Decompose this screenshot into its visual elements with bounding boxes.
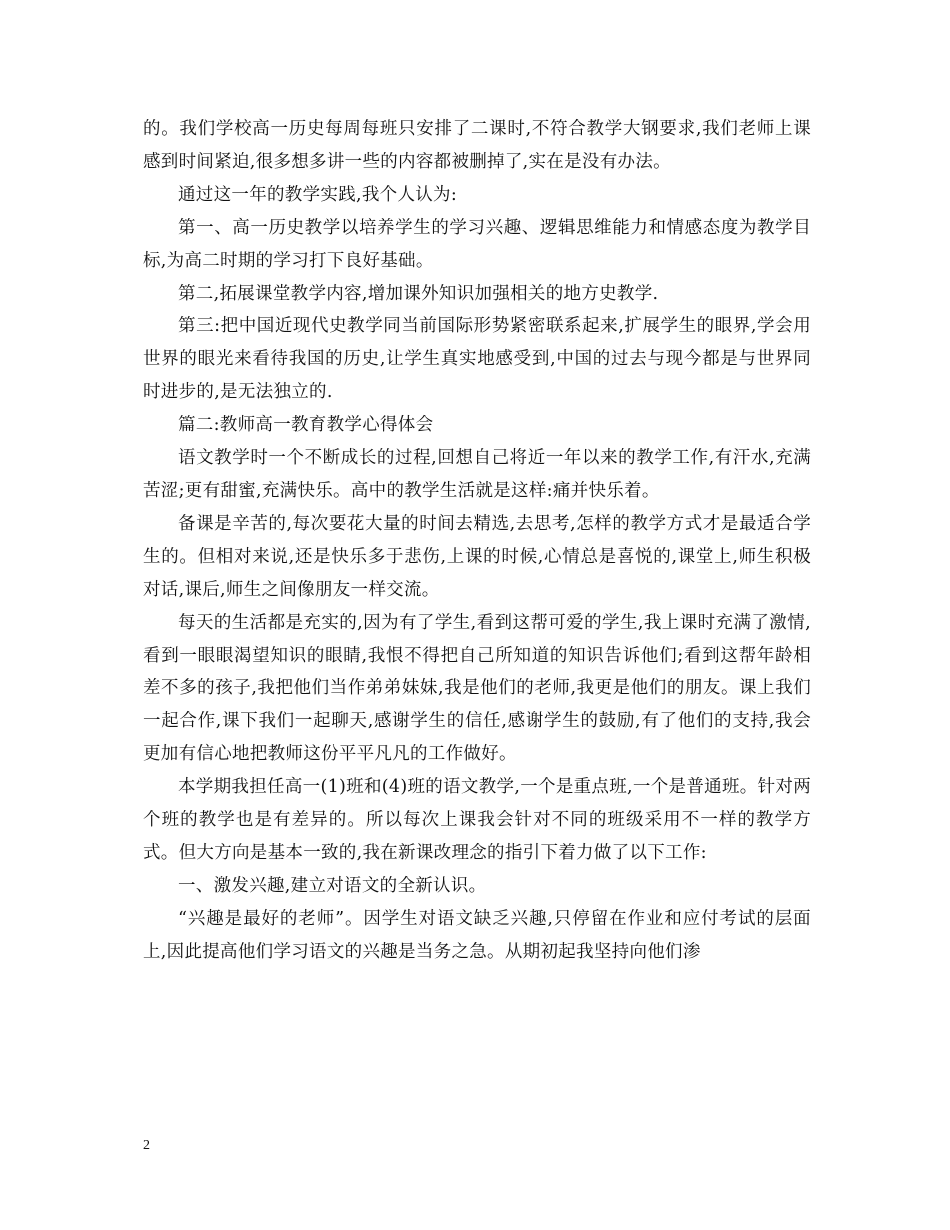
page-number: 2 bbox=[143, 1138, 150, 1153]
paragraph-1: 的。我们学校高一历史每周每班只安排了二课时,不符合教学大钢要求,我们老师上课感到时间紧迫,很多想多讲一些的内容都被删掉了,实在是没有办法。 bbox=[143, 119, 811, 172]
subheading-1: 一、激发兴趣,建立对语文的全新认识。 bbox=[178, 875, 487, 896]
paragraph-4: 第二,拓展课堂教学内容,增加课外知识加强相关的地方史教学. bbox=[178, 283, 659, 304]
paragraph-9: 每天的生活都是充实的,因为有了学生,看到这帮可爱的学生,我上课时充满了激情,看到一眼眼渴望知识的眼睛,我恨不得把自己所知道的知识告诉他们;看到这帮年龄相差不多的孩子,我把他们当作弟弟妹妹,我是他们的老师,我更是他们的朋友。课上我们一起合作,课下我们一起聊天,感谢学生的信任,感谢学生的鼓励,有了他们的支持,我会更加有信心地把教师这份平平凡凡的工作做好。 bbox=[143, 612, 811, 765]
document-body bbox=[143, 113, 811, 969]
paragraph-8: 备课是辛苦的,每次要花大量的时间去精选,去思考,怎样的教学方式才是最适合学生的。但相对来说,还是快乐多于悲伤,上课的时候,心情总是喜悦的,课堂上,师生积极对话,课后,师生之间像朋友一样交流。 bbox=[143, 513, 811, 600]
paragraph-2: 通过这一年的教学实践,我个人认为: bbox=[178, 184, 458, 205]
paragraph-5: 第三:把中国近现代史教学同当前国际形势紧密联系起来,扩展学生的眼界,学会用世界的眼光来看待我国的历史,让学生真实地感受到,中国的过去与现今都是与世界同时进步的,是无法独立的. bbox=[143, 316, 811, 403]
section-heading: 篇二:教师高一教育教学心得体会 bbox=[178, 415, 434, 436]
paragraph-3: 第一、高一历史教学以培养学生的学习兴趣、逻辑思维能力和情感态度为教学目标,为高二时期的学习打下良好基础。 bbox=[143, 217, 811, 271]
paragraph-12: “兴趣是最好的老师”。因学生对语文缺乏兴趣,只停留在作业和应付考试的层面上,因此提高他们学习语文的兴趣是当务之急。从期初起我坚持向他们渗 bbox=[143, 908, 811, 962]
paragraph-7: 语文教学时一个不断成长的过程,回想自己将近一年以来的教学工作,有汗水,充满苦涩;更有甜蜜,充满快乐。高中的教学生活就是这样:痛并快乐着。 bbox=[143, 448, 811, 501]
paragraph-10: 本学期我担任高一(1)班和(4)班的语文教学,一个是重点班,一个是普通班。针对两个班的教学也是有差异的。所以每次上课我会针对不同的班级采用不一样的教学方式。但大方向是基本一致的,我在新课改理念的指引下着力做了以下工作: bbox=[143, 777, 811, 863]
